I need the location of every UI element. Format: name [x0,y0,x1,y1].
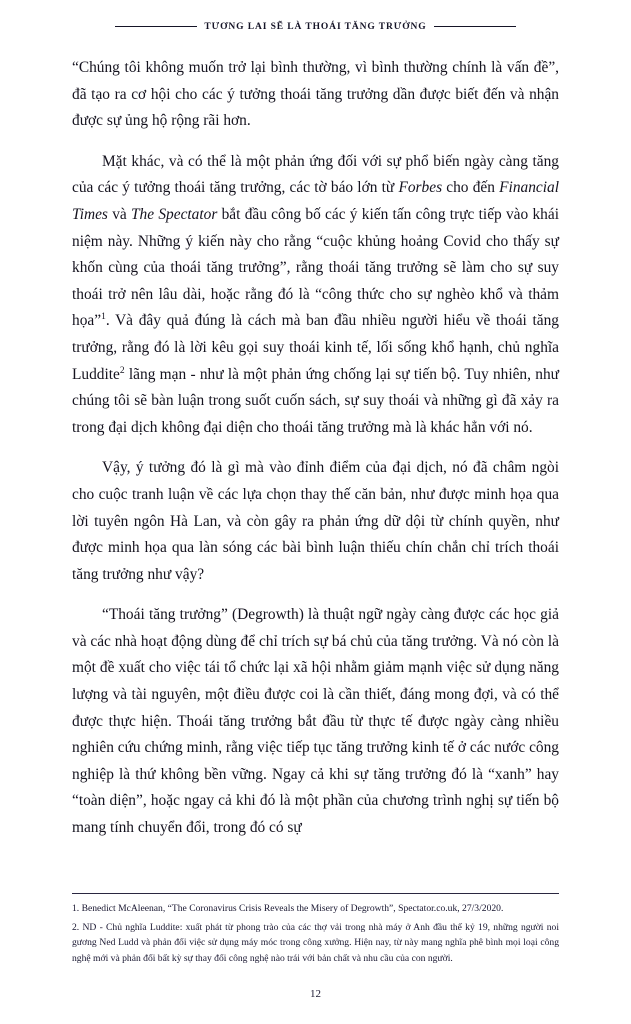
publication-forbes: Forbes [398,179,443,197]
footnote-separator-rule [72,893,559,894]
footnote-1: 1. Benedict McAleenan, “The Coronavirus Crisis Reveals the Misery of Degrowth”, Spectator.co.uk, 27/3/2020. [72,903,504,914]
footnote-2: 2. ND - Chủ nghĩa Luddite: xuất phát từ phong trào của các thợ vải trong nhà máy ở Anh đầu thế kỷ 19, những người noi gương Ned Ludd và phản đối việc sử dụng máy móc trong công xưởng. Hiện nay, từ này mang nghĩa phê bình mọi loại công nghệ mới và phản đối bất kỳ sự thay đổi công nghệ nào trái với bản chất và nhu cầu của con người. [72,921,559,964]
footnote-marker-2: 2 [119,365,125,376]
page-number: 12 [310,988,321,1000]
publication-financial-times: Financial Times [72,179,559,223]
running-head-rule-left [115,26,197,27]
publication-the-spectator: The Spectator [131,205,218,223]
paragraph-1: “Chúng tôi không muốn trở lại bình thường, vì bình thường chính là vấn đề”, đã tạo ra cơ hội cho các ý tưởng thoái tăng trưởng dần được biết đến và nhận được sự ủng hộ rộng rãi hơn. [72,59,559,130]
footnote-marker-1: 1 [101,312,106,323]
running-head-rule-right [434,26,516,27]
footnotes-section [72,893,559,969]
running-head-title: TƯƠNG LAI SẼ LÀ THOÁI TĂNG TRƯỞNG [204,22,427,33]
running-head [0,18,631,40]
paragraph-4: “Thoái tăng trưởng” (Degrowth) là thuật ngữ ngày càng được các học giả và các nhà hoạt động dùng để chỉ trích sự bá chủ của tăng trưởng. Và nó còn là một đề xuất cho việc tái tổ chức lại xã hội nhằm giảm mạnh việc sử dụng năng lượng và tài nguyên, một điều được coi là cần thiết, đáng mong đợi, và có thể được thực hiện. Thoái tăng trưởng bắt đầu từ thực tế được ngày càng nhiều nghiên cứu chứng minh, rằng việc tiếp tục tăng trưởng kinh tế ở các nước công nghiệp là thứ không bền vững. Ngay cả khi sự tăng trưởng đó là “xanh” hay “toàn diện”, hoặc ngay cả khi đó là một phần của chương trình nghị sự tiến bộ mang tính chuyển đổi, trong đó có sự [72,606,559,837]
body-text-column [72,55,559,842]
paragraph-3: Vậy, ý tưởng đó là gì mà vào đỉnh điểm của đại dịch, nó đã châm ngòi cho cuộc tranh luận về các lựa chọn thay thế căn bản, như được minh họa qua lời tuyên ngôn Hà Lan, và còn gây ra phản ứng dữ dội từ chính quyền, như được minh họa qua làn sóng các bài bình luận thiếu chín chắn chỉ trích thoái tăng trưởng như vậy? [72,459,559,583]
paragraph-2: Mặt khác, và có thể là một phản ứng đối với sự phổ biến ngày càng tăng của các ý tưởng thoái tăng trưởng, các tờ báo lớn từ Forbes cho đến Financial Times và The Spectator bắt đầu công bố các ý kiến tấn công trực tiếp vào khái niệm này. Những ý kiến này cho rằng “cuộc khủng hoảng Covid cho thấy sự khốn cùng của thoái tăng trưởng”, rằng thoái tăng trưởng sẽ làm cho sự suy thoái trở nên lâu dài, hoặc rằng đó là “công thức cho sự nghèo khổ và thảm họa”$^1$. Và đây quả đúng là cách mà ban đầu nhiều người hiểu về thoái tăng trưởng, rằng đó là lời kêu gọi suy thoái kinh tế, lối sống khổ hạnh, chủ nghĩa Luddite$^2$ lãng mạn - như là một phản ứng chống lại sự tiến bộ. Tuy nhiên, như chúng tôi sẽ bàn luận trong suốt cuốn sách, sự suy thoái và những gì đã xảy ra trong đại dịch không đại diện cho thoái tăng trưởng mà là khác hẳn với nó. [72,152,559,436]
